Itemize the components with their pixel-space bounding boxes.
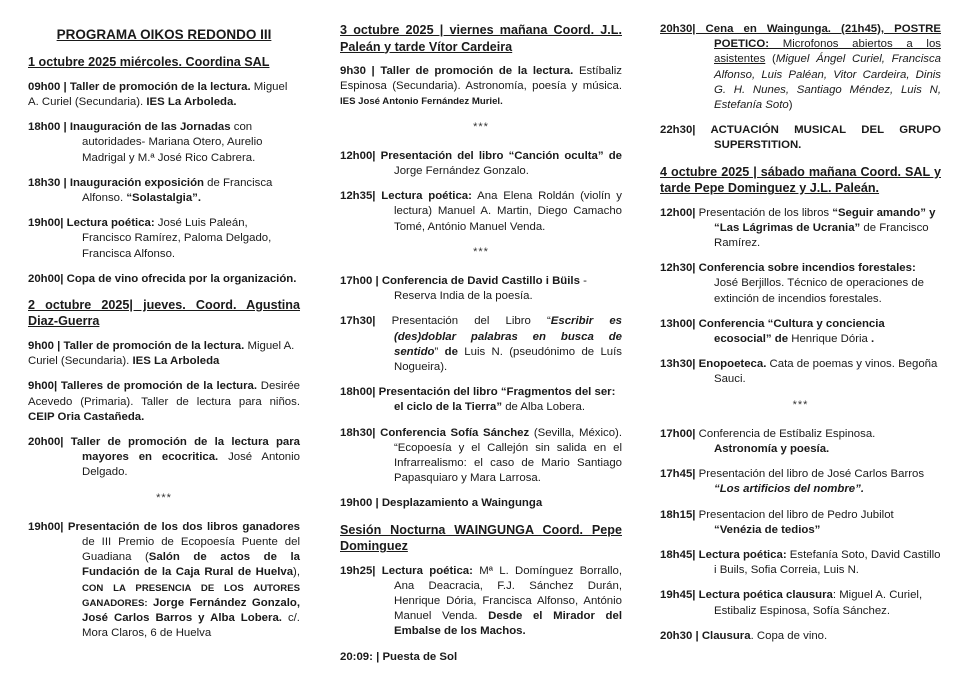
- event-text: Conferencia de Estíbaliz Espinosa.: [695, 427, 876, 440]
- event-text: ),: [293, 566, 300, 579]
- event-text: José Antonio Delgado.: [82, 451, 300, 479]
- event-time-and-title: 18h15|: [660, 508, 696, 521]
- column-2: [340, 0, 622, 675]
- schedule-event: [28, 520, 300, 642]
- event-text: Presentación del Libro “: [375, 315, 551, 328]
- schedule-event: [28, 120, 300, 166]
- schedule-event: [660, 317, 941, 347]
- event-time-and-title: 18h30 | Inauguración exposición: [28, 176, 204, 189]
- schedule-event: [340, 385, 622, 415]
- schedule-event: [660, 123, 941, 153]
- schedule-event: [28, 339, 300, 369]
- event-time-and-title: 13h30| Enopoeteca.: [660, 358, 767, 371]
- section-separator: ***: [473, 120, 489, 133]
- event-time-and-title: 12h00|: [660, 206, 696, 219]
- column-3: [660, 0, 941, 654]
- event-time-and-title: 9h30 | Taller de promoción de la lectura.: [340, 65, 574, 77]
- event-time-and-title: 17h30|: [340, 315, 376, 328]
- schedule-event: [28, 216, 300, 262]
- event-text: Jorge Fernández Gonzalo, José Carlos Barros y Alba Lobera.: [82, 596, 300, 624]
- event-text: Miguel A. Curiel (Secundaria).: [28, 80, 288, 108]
- schedule-event: [660, 508, 941, 538]
- day-heading: 4 octubre 2025 | sábado mañana Coord. SAL y tarde Pepe Dominguez y J.L. Paleán.: [660, 164, 941, 196]
- event-text: CEIP Oria Castañeda.: [28, 410, 145, 423]
- event-text: José Luis Paleán, Francisco Ramírez, Paloma Delgado, Francisca Alfonso.: [82, 217, 272, 260]
- event-text: “Los artificios del nombre”.: [714, 483, 865, 496]
- event-time-and-title: 20h30| Cena en Waingunga. (21h45), POSTRE POETICO:: [660, 23, 941, 51]
- event-text: Astronomía y poesía.: [714, 443, 830, 456]
- schedule-event: [340, 189, 622, 235]
- event-text: .: [871, 333, 875, 346]
- event-time-and-title: 9h00 | Taller de promoción de la lectura.: [28, 339, 245, 352]
- schedule-event: [660, 22, 941, 113]
- schedule-event: [340, 564, 622, 640]
- event-time-and-title: 17h00 | Conferencia de David Castillo i Büils: [340, 275, 580, 288]
- event-text: c/. Mora Claros, 6 de Huelva: [82, 611, 300, 640]
- event-text: de Francisco Ramírez.: [714, 221, 929, 250]
- event-time-and-title: 18h30| Conferencia Sofía Sánchez: [340, 426, 530, 439]
- event-text: Jorge Fernández Gonzalo.: [394, 165, 529, 178]
- section-separator: ***: [792, 398, 809, 411]
- event-time-and-title: 20h00| Copa de vino ofrecida por la organización.: [28, 272, 297, 285]
- schedule-event: [340, 314, 622, 375]
- schedule-event: [340, 496, 622, 511]
- schedule-event: [660, 548, 941, 578]
- schedule-event: [660, 357, 941, 387]
- event-time-and-title: 13h00| Conferencia “Cultura y conciencia ecosocial” de: [660, 317, 885, 346]
- event-text: “Venézia de tedios”: [714, 523, 821, 536]
- event-text: José Berjillos. Técnico de operaciones de extinción de incendios forestales.: [714, 277, 925, 305]
- day-heading: 3 octubre 2025 | viernes mañana Coord. J.L. Paleán y tarde Vítor Cardeira: [340, 23, 622, 54]
- event-text: Escribir es (des)doblar palabras en busca de sentido: [394, 315, 622, 358]
- event-text: ): [788, 99, 793, 112]
- event-text: . Copa de vino.: [750, 629, 828, 642]
- event-text: Estíbaliz Espinosa (Secundaria). Astronomía, poesía y música.: [340, 65, 622, 93]
- event-text: Presentacion del libro de Pedro Jubilot: [695, 508, 894, 521]
- event-text: Presentación del libro de José Carlos Barros: [695, 468, 925, 481]
- event-text: Miguel A. Curiel (Secundaria).: [28, 339, 295, 368]
- schedule-event: [660, 427, 941, 457]
- event-text: Microfonos abiertos a los asistentes: [714, 38, 941, 66]
- event-text: CON LA PRESENCIA DE LOS AUTORES GANADORES:: [82, 582, 300, 609]
- event-text: (: [765, 53, 776, 66]
- event-time-and-title: 09h00 | Taller de promoción de la lectura.: [28, 80, 251, 93]
- schedule-event: [340, 274, 622, 304]
- schedule-event: [660, 588, 941, 618]
- event-text: Salón de actos de la Fundación de la Caja Rural de Huelva: [82, 551, 301, 579]
- event-text: (Sevilla, México). “Ecopoesía y el Callejón sin salida en el Infrarrealismo: el caso de Mario Santiago Papasquiaro y Mara Larrosa.: [394, 426, 622, 485]
- event-text: de Francisca Alfonso.: [82, 176, 273, 204]
- event-time-and-title: 19h00 | Desplazamiento a Waingunga: [340, 497, 543, 510]
- event-time-and-title: 19h00| Presentación de los dos libros ganadores: [28, 520, 300, 533]
- event-time-and-title: 19h00| Lectura poética:: [28, 217, 155, 230]
- event-text: Presentación de los libros: [695, 206, 833, 219]
- schedule-event: [28, 379, 300, 425]
- event-text: “Seguir amando” y “Las Lágrimas de Ucrania”: [714, 206, 936, 234]
- schedule-event: [340, 149, 622, 179]
- event-time-and-title: 12h00| Presentación del libro “Canción oculta” de: [340, 149, 622, 162]
- section-separator: ***: [473, 245, 489, 258]
- event-time-and-title: 22h30| ACTUACIÓN MUSICAL DEL GRUPO SUPERSTITION.: [660, 124, 941, 152]
- schedule-event: [660, 206, 941, 252]
- event-time-and-title: 12h35| Lectura poética:: [340, 190, 472, 203]
- schedule-event: [28, 272, 300, 287]
- day-heading: 1 octubre 2025 miércoles. Coordina SAL: [28, 55, 270, 70]
- schedule-event: [28, 80, 300, 110]
- event-time-and-title: 19h45| Lectura poética clausura: [660, 589, 833, 602]
- event-text: Cata de poemas y vinos. Begoña Sauci.: [714, 358, 938, 386]
- event-text: IES La Arboleda: [132, 355, 220, 368]
- schedule-event: [340, 64, 622, 110]
- section-separator: ***: [156, 491, 172, 504]
- event-text: -Reserva India de la poesía.: [394, 275, 587, 303]
- event-time-and-title: 17h00|: [660, 427, 696, 440]
- schedule-event: [28, 435, 300, 481]
- column-1: [28, 0, 300, 651]
- event-text: Luis N. (pseudónimo de Luís Nogueira).: [394, 345, 622, 374]
- event-text: Mª L. Domínguez Borrallo, Ana Deacracia, F.J. Sánchez Durán, Henrique Dória, Francisca Alfonso, António Manuel Venda.: [394, 564, 623, 623]
- event-text: de III Premio de Ecopoesía Puente del Guadiana (: [82, 535, 300, 564]
- event-text: de Alba Lobera.: [502, 401, 586, 414]
- schedule-event: [340, 426, 622, 487]
- event-text: : Miguel A. Curiel, Estibaliz Espinosa, Sofía Sánchez.: [714, 589, 923, 617]
- event-text: IES La Arboleda.: [146, 95, 237, 108]
- event-text: Desirée Acevedo (Primaria). Taller de lectura para niños.: [28, 380, 300, 408]
- day-heading: 2 octubre 2025| jueves. Coord. Agustina Diaz-Guerra: [28, 297, 300, 329]
- event-time-and-title: 9h00| Talleres de promoción de la lectura.: [28, 380, 258, 393]
- event-time-and-title: 18h45| Lectura poética:: [660, 549, 787, 562]
- event-text: Estefanía Soto, David Castillo i Buils, Sofia Correia, Luis N.: [714, 549, 941, 577]
- event-text: Desde el Mirador del Embalse de los Machos.: [394, 610, 622, 638]
- event-time-and-title: 19h25| Lectura poética:: [340, 564, 473, 577]
- schedule-event: [28, 176, 300, 206]
- page-title: PROGRAMA OIKOS REDONDO III: [56, 27, 272, 42]
- schedule-event: [340, 650, 622, 665]
- event-text: IES José Antonio Fernández Muriel.: [340, 96, 503, 108]
- event-time-and-title: 18h00 | Inauguración de las Jornadas: [28, 121, 231, 134]
- schedule-event: [660, 261, 941, 307]
- event-text: Henrique Dória: [788, 333, 872, 346]
- event-text: de: [444, 345, 458, 358]
- day-heading: Sesión Nocturna WAINGUNGA Coord. Pepe Dominguez: [340, 522, 622, 554]
- event-time-and-title: 20:09: | Puesta de Sol: [340, 650, 458, 663]
- event-time-and-title: 20h30 | Clausura: [660, 629, 751, 642]
- event-text: Miguel Ángel Curiel, Francisca Alfonso, Luis Paléan, Vitor Cardeira, Dinis G. H. Nunes, Santiago Méndez, Luis N, Estefanía Soto: [714, 53, 941, 112]
- event-time-and-title: 20h00| Taller de promoción de la lectura para mayores en ecocritica.: [28, 435, 300, 464]
- event-time-and-title: 12h30| Conferencia sobre incendios forestales:: [660, 262, 916, 275]
- event-text: “Solastalgia”.: [126, 191, 202, 204]
- event-text: ”: [434, 345, 445, 358]
- event-time-and-title: 17h45|: [660, 468, 696, 481]
- event-time-and-title: 18h00| Presentación del libro “Fragmentos del ser: el ciclo de la Tierra”: [340, 386, 616, 414]
- schedule-event: [660, 629, 941, 644]
- event-text: Ana Elena Roldán (violín y lectura) Manuel A. Martin, Diego Camacho Tomé, António Manuel Venda.: [394, 190, 622, 233]
- schedule-event: [660, 467, 941, 497]
- event-text: con autoridades- Mariana Otero, Aurelio Madrigal y M.ª José Rico Cabrera.: [82, 121, 263, 164]
